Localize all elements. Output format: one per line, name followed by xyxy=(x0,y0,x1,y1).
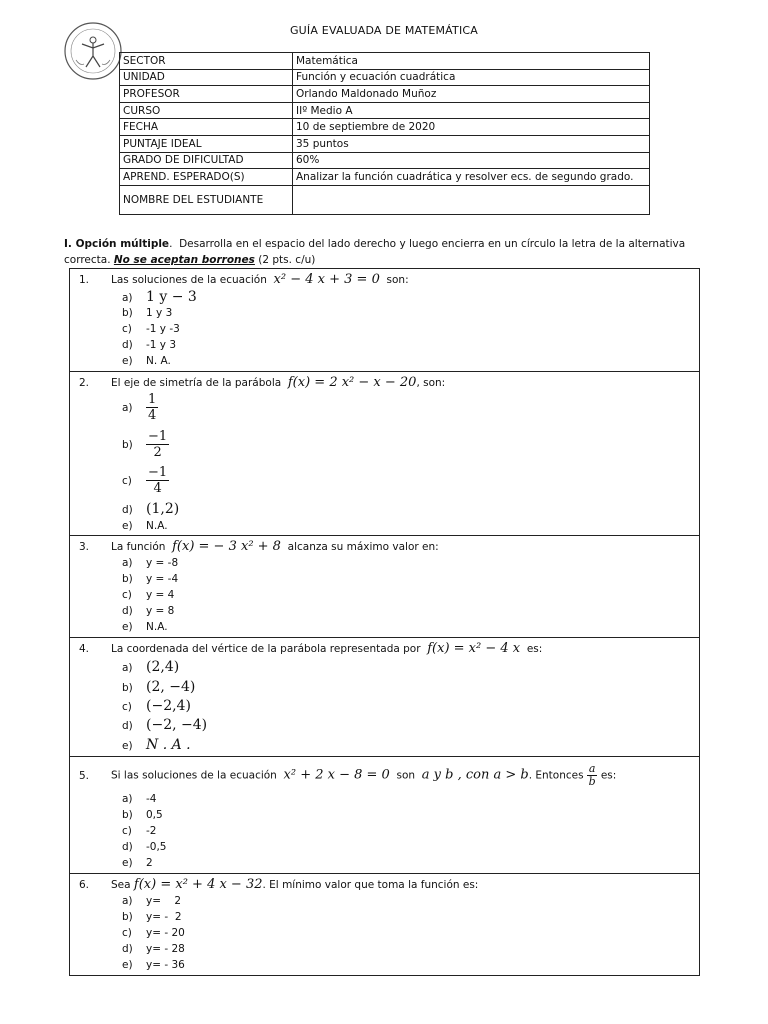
section-heading: Opción múltiple xyxy=(75,238,170,250)
fraction: $\frac{-1}{2}$ xyxy=(148,429,168,460)
option-a[interactable]: a) y= 2 xyxy=(122,895,182,907)
option-c[interactable]: c) y= - 20 xyxy=(122,927,185,939)
table-row xyxy=(120,69,650,86)
question-text-mid: son xyxy=(396,769,416,782)
points-text: (2 pts. c/u) xyxy=(258,254,316,266)
option-e[interactable]: e) N. A. xyxy=(122,355,171,367)
option-a[interactable]: a) (2,4) xyxy=(122,659,180,675)
info-table xyxy=(119,52,650,215)
question-math: f(x) = − 3 x² + 8 xyxy=(172,539,281,554)
question-text-end: . Entonces xyxy=(528,769,584,782)
question-text-end: . El mínimo valor que toma la función es: xyxy=(262,879,479,891)
question-text: Las soluciones de la ecuación xyxy=(111,274,267,286)
fraction: $\frac{a}{b}$ xyxy=(588,762,596,788)
option-e[interactable]: e) N . A . xyxy=(122,737,191,753)
info-value: Matemática xyxy=(293,53,650,70)
question-text-end-2: es: xyxy=(600,769,617,782)
question-math: f(x) = 2 x² − x − 20 xyxy=(287,375,417,390)
table-row xyxy=(120,102,650,119)
question-text: El eje de simetría de la parábola xyxy=(111,377,282,389)
option-d[interactable]: d) (1,2) xyxy=(122,501,180,517)
question-math: f(x) = x² + 4 x − 32 xyxy=(133,877,263,892)
question-1 xyxy=(69,268,700,372)
info-value: 10 de septiembre de 2020 xyxy=(293,119,650,136)
question-math-2: a y b , con a > b xyxy=(421,767,529,783)
table-row xyxy=(120,119,650,136)
option-b[interactable]: b) $\frac{-1}{2}$ xyxy=(122,429,168,460)
page-title: GUÍA EVALUADA DE MATEMÁTICA xyxy=(289,24,479,37)
question-math: x² − 4 x + 3 = 0 xyxy=(273,272,380,287)
info-key: GRADO DE DIFICULTAD xyxy=(120,152,293,169)
question-number: 2. xyxy=(79,377,90,389)
question-text-end: son: xyxy=(386,274,409,286)
warning-text: No se aceptan borrones xyxy=(113,254,255,266)
info-key: CURSO xyxy=(120,102,293,119)
info-value: Analizar la función cuadrática y resolver ecs. de segundo grado. xyxy=(293,169,650,186)
question-text-end: , son: xyxy=(416,377,446,389)
info-value: IIº Medio A xyxy=(293,102,650,119)
option-d[interactable]: d) -1 y 3 xyxy=(122,339,177,351)
option-c[interactable]: c) -1 y -3 xyxy=(122,323,180,335)
option-e[interactable]: e) y= - 36 xyxy=(122,959,185,971)
info-key: APREND. ESPERADO(S) xyxy=(120,169,293,186)
option-e[interactable]: e) N.A. xyxy=(122,621,168,633)
question-2 xyxy=(69,371,700,536)
info-key: UNIDAD xyxy=(120,69,293,86)
question-text-end: es: xyxy=(526,643,543,655)
info-value: Función y ecuación cuadrática xyxy=(293,69,650,86)
info-value: Orlando Maldonado Muñoz xyxy=(293,86,650,103)
table-row xyxy=(120,135,650,152)
option-c[interactable]: c) $\frac{-1}{4}$ xyxy=(122,465,168,496)
question-text: Si las soluciones de la ecuación xyxy=(111,769,277,782)
info-key: SECTOR xyxy=(120,53,293,70)
info-value: 35 puntos xyxy=(293,135,650,152)
option-d[interactable]: d) y = 8 xyxy=(122,605,175,617)
question-3 xyxy=(69,535,700,638)
option-d[interactable]: d) -0,5 xyxy=(122,841,167,853)
table-row xyxy=(120,169,650,186)
option-b[interactable]: b) 1 y 3 xyxy=(122,307,173,319)
option-b[interactable]: b) 0,5 xyxy=(122,809,163,821)
option-a[interactable]: a) y = -8 xyxy=(122,557,179,569)
fraction: $\frac{1}{4}$ xyxy=(148,392,157,423)
question-math: x² + 2 x − 8 = 0 xyxy=(283,767,390,783)
question-4 xyxy=(69,637,700,757)
option-c[interactable]: c) -2 xyxy=(122,825,157,837)
question-number: 5. xyxy=(79,769,90,782)
student-name-field[interactable] xyxy=(293,185,650,214)
question-number: 1. xyxy=(79,274,90,286)
option-e[interactable]: e) N.A. xyxy=(122,520,168,532)
question-text: La coordenada del vértice de la parábola representada por xyxy=(111,643,421,655)
info-key: FECHA xyxy=(120,119,293,136)
option-d[interactable]: d) (−2, −4) xyxy=(122,717,208,733)
option-c[interactable]: c) (−2,4) xyxy=(122,698,191,714)
info-key: NOMBRE DEL ESTUDIANTE xyxy=(120,185,293,214)
question-6 xyxy=(69,873,700,976)
question-number: 3. xyxy=(79,541,90,553)
question-text: Sea xyxy=(111,879,131,891)
fraction: $\frac{-1}{4}$ xyxy=(148,465,168,496)
info-key: PROFESOR xyxy=(120,86,293,103)
info-key: PUNTAJE IDEAL xyxy=(120,135,293,152)
table-row xyxy=(120,185,650,214)
option-a[interactable]: a) $\frac{1}{4}$ xyxy=(122,392,157,423)
option-b[interactable]: b) y = -4 xyxy=(122,573,179,585)
option-b[interactable]: b) (2, −4) xyxy=(122,679,196,695)
table-row xyxy=(120,152,650,169)
question-text: La función xyxy=(111,541,166,553)
option-a[interactable]: a) -4 xyxy=(122,793,157,805)
question-math: f(x) = x² − 4 x xyxy=(427,641,521,656)
question-number: 6. xyxy=(79,879,90,891)
option-d[interactable]: d) y= - 28 xyxy=(122,943,185,955)
option-c[interactable]: c) y = 4 xyxy=(122,589,175,601)
section-number: I xyxy=(64,238,68,250)
option-e[interactable]: e) 2 xyxy=(122,857,153,869)
instructions: I. Opción múltiple. Desarrolla en el espacio del lado derecho y luego encierra en un círculo la letra de la alternativa correcta. No se aceptan borrones (2 pts. c/u) xyxy=(64,238,686,266)
question-text-end: alcanza su máximo valor en: xyxy=(287,541,439,553)
table-row xyxy=(120,53,650,70)
instructions-text: Desarrolla en el espacio del lado derecho y luego encierra en un círculo la letra de la alternativa correcta. xyxy=(64,238,686,266)
option-a[interactable]: a) 1 y − 3 xyxy=(122,289,197,305)
question-5 xyxy=(69,756,700,874)
option-b[interactable]: b) y= - 2 xyxy=(122,911,182,923)
info-value: 60% xyxy=(293,152,650,169)
table-row xyxy=(120,86,650,103)
question-number: 4. xyxy=(79,643,90,655)
